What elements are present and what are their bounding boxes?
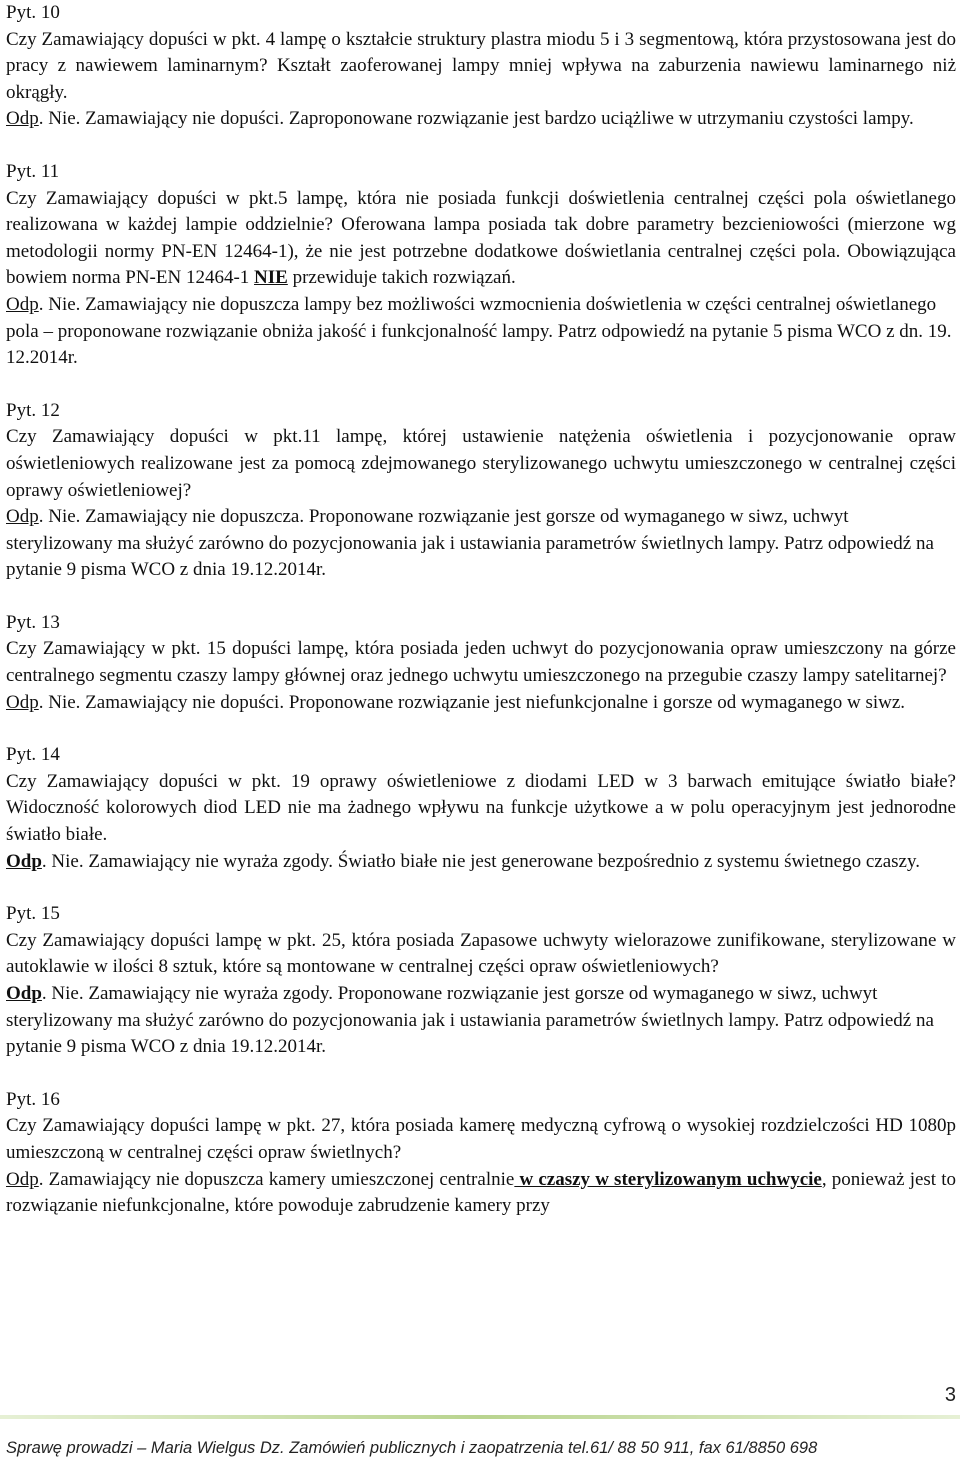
footer-rule [0,1415,960,1419]
answer-body: . Nie. Zamawiający nie dopuszcza. Proponowane rozwiązanie jest gorsze od wymaganego w siwz, uchwyt sterylizowany ma służyć zarówno do pozycjonowania jak i ustawiania parametrów świetlnych lampy. Patrz odpowiedź na pytanie 9 pisma WCO z dnia 19.12.2014r. [6,506,934,581]
answer-body: . Nie. Zamawiający nie dopuści. Proponowane rozwiązanie jest niefunkcjonalne i gorsze od wymaganego w siwz. [38,691,906,713]
question-text-part: Czy Zamawiający dopuści w pkt.5 lampę, która nie posiada funkcji doświetlenia centralnej części pola oświetlanego realizowana w każdej lampie oddzielnie? Oferowana lampa posiada tak dobre parametry bezcieniowości (mierzone wg metodologii normy PN-EN 12464-1), że nie jest potrzebne dodatkowe doświetlania centralnej części pola. Obowiązująca bowiem norma PN-EN 12464-1 [6,187,956,289]
question-text: Czy Zamawiający dopuści lampę w pkt. 25, która posiada Zapasowe uchwyty wielorazowe zunifikowane, sterylizowane w autoklawie w ilości 8 sztuk, które są montowane w centralnej części opraw oświetleniowych? [6,929,956,978]
page-number: 3 [944,1384,956,1406]
answer-label: Odp [6,850,42,872]
question-text: Czy Zamawiający dopuści w pkt. 19 oprawy oświetleniowe z diodami LED w 3 barwach emitujące światło białe? Widoczność kolorowych diod LED nie ma żadnego wpływu na funkcje użytkowe a w polu operacyjnym jest jednorodne światło białe. [6,770,956,846]
answer-body: . Nie. Zamawiający nie dopuści. Zaproponowane rozwiązanie jest bardzo uciążliwe w utrzymaniu czystości lampy. [38,108,914,130]
question-12 [6,398,956,584]
question-16 [6,1087,956,1220]
answer-emphasis: w czaszy w sterylizowanym uchwycie [514,1168,822,1190]
question-13 [6,610,956,716]
question-11 [6,159,956,372]
question-14 [6,742,956,875]
question-text: Czy Zamawiający dopuści w pkt. 4 lampę o kształcie struktury plastra miodu 5 i 3 segmentową, która przystosowana jest do pracy z nawiewem laminarnym? Kształt zaoferowanej lampy mniej wpływa na zaburzenia nawiewu laminarnego niż okrągły. [6,28,956,103]
answer-text [6,106,956,133]
answer-text [6,504,956,584]
page-footer: Sprawę prowadzi – Maria Wielgus Dz. Zamówień publicznych i zaopatrzenia tel.61/ 88 50 911, fax 61/8850 698 [6,1439,818,1457]
answer-text [6,1167,956,1220]
question-title: Pyt. 13 [6,611,60,633]
answer-label: Odp [6,983,42,1004]
answer-label: Odp [6,1168,39,1190]
answer-body: . Nie. Zamawiający nie wyraża zgody. Proponowane rozwiązanie jest gorsze od wymaganego w siwz, uchwyt sterylizowany ma służyć zarówno do pozycjonowania jak i ustawiania parametrów świetlnych lampy. Patrz odpowiedź na pytanie 9 pisma WCO z dnia 19.12.2014r. [6,983,934,1058]
answer-label: Odp [6,108,39,130]
answer-body: . Zamawiający nie dopuszcza kamery umieszczonej centralnie [38,1168,515,1190]
question-title: Pyt. 16 [6,1088,60,1110]
question-text: Czy Zamawiający dopuści lampę w pkt. 27, która posiada kamerę medyczną cyfrową o wysokiej rozdzielczości HD 1080p umieszczoną w centralnej części opraw świetlnych? [6,1115,956,1163]
question-text-part: przewiduje takich rozwiązań. [287,267,516,289]
answer-body: . Nie. Zamawiający nie wyraża zgody. Światło białe nie jest generowane bezpośrednio z systemu świetnego czaszy. [41,850,920,872]
question-title: Pyt. 15 [6,903,60,925]
question-title: Pyt. 11 [6,160,60,182]
question-title: Pyt. 12 [6,399,60,421]
question-15 [6,901,956,1061]
answer-label: Odp [6,293,39,315]
question-10 [6,0,956,133]
answer-body: , ponieważ jest to rozwiązanie niefunkcjonalne, które powoduje zabrudzenie kamery przy [6,1168,957,1217]
answer-text [6,849,956,876]
question-text: Czy Zamawiający w pkt. 15 dopuści lampę, która posiada jeden uchwyt do pozycjonowania opraw umieszczony na górze centralnego segmentu czaszy lampy głównej oraz jednego uchwytu umieszczonego na przegubie czaszy lampy satelitarnej? [6,638,956,687]
document-body [6,0,956,1220]
answer-text [6,981,956,1061]
question-title: Pyt. 14 [6,744,60,766]
emphasis-nie: NIE [254,267,288,289]
answer-text [6,690,956,717]
question-title: Pyt. 10 [6,2,60,23]
answer-body: . Nie. Zamawiający nie dopuszcza lampy bez możliwości wzmocnienia doświetlenia w części centralnej oświetlanego pola – proponowane rozwiązanie obniża jakość i funkcjonalność lampy. Patrz odpowiedź na pytanie 5 pisma WCO z dn. 19. 12.2014r. [6,293,952,369]
question-text [6,186,956,292]
question-text: Czy Zamawiający dopuści w pkt.11 lampę, której ustawienie natężenia oświetlenia i pozycjonowanie opraw oświetleniowych realizowane jest za pomocą zdejmowanego sterylizowanego uchwytu umieszczonego w centralnej części oprawy oświetleniowej? [6,426,956,501]
answer-label: Odp [6,691,39,713]
answer-label: Odp [6,506,39,528]
answer-text [6,292,956,372]
